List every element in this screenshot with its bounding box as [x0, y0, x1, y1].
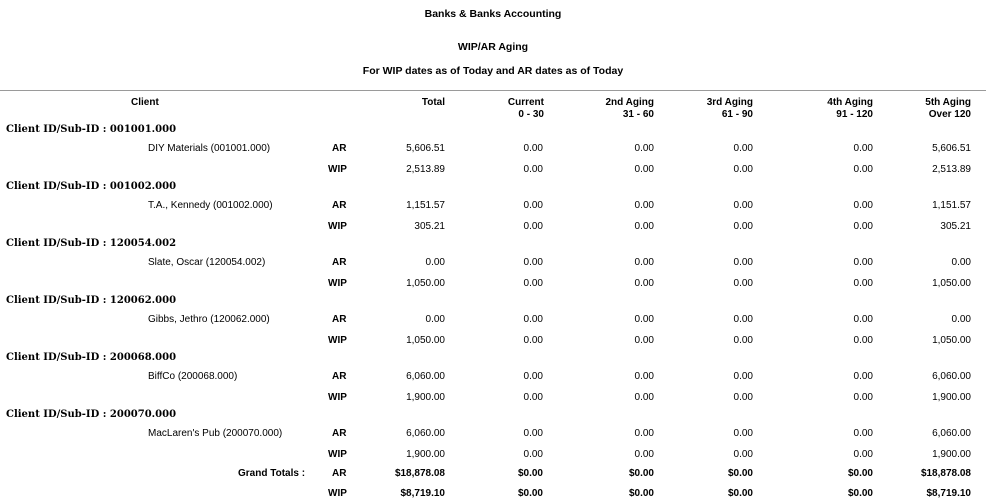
client-name: MacLaren's Pub (200070.000) [148, 428, 283, 439]
ar-amount-col-1: 6,060.00 [406, 428, 445, 439]
client-group-header: Client ID/Sub-ID : 200070.000 [6, 409, 177, 420]
wip-amount-col-4: 0.00 [733, 392, 753, 403]
ar-amount-col-5: 0.00 [853, 314, 873, 325]
ar-amount-col-4: 0.00 [733, 143, 753, 154]
grand-total-wip-col-2: $0.00 [517, 488, 543, 499]
wip-amount-col-1: 1,900.00 [406, 449, 445, 460]
wip-amount-col-6: 1,900.00 [932, 449, 971, 460]
ar-amount-col-2: 0.00 [523, 428, 543, 439]
ar-amount-col-4: 0.00 [733, 257, 753, 268]
client-name: Gibbs, Jethro (120062.000) [148, 314, 270, 325]
row-type-wip: WIP [328, 335, 347, 346]
row-type-wip: WIP [328, 449, 347, 460]
ar-amount-col-3: 0.00 [634, 200, 654, 211]
row-type-ar: AR [332, 371, 347, 382]
company-name: Banks & Banks Accounting [424, 8, 562, 20]
grand-total-wip-col-5: $0.00 [847, 488, 873, 499]
ar-amount-col-6: 0.00 [951, 314, 971, 325]
ar-amount-col-6: 6,060.00 [932, 371, 971, 382]
ar-amount-col-5: 0.00 [853, 143, 873, 154]
column-header-5th-aging: 5th Aging Over 120 [925, 97, 971, 120]
wip-amount-col-3: 0.00 [634, 221, 654, 232]
wip-amount-col-2: 0.00 [523, 278, 543, 289]
ar-amount-col-4: 0.00 [733, 314, 753, 325]
wip-amount-col-1: 1,900.00 [406, 392, 445, 403]
report-title: WIP/AR Aging [457, 41, 529, 53]
ar-amount-col-2: 0.00 [523, 143, 543, 154]
wip-amount-col-2: 0.00 [523, 449, 543, 460]
grand-total-ar-col-6: $18,878.08 [920, 468, 971, 479]
ar-amount-col-2: 0.00 [523, 371, 543, 382]
ar-amount-col-6: 0.00 [951, 257, 971, 268]
ar-amount-col-1: 6,060.00 [406, 371, 445, 382]
row-type-ar: AR [332, 143, 347, 154]
column-header-2nd-aging: 2nd Aging 31 - 60 [605, 97, 654, 120]
client-group-header: Client ID/Sub-ID : 001001.000 [6, 124, 177, 135]
header-divider [0, 90, 986, 91]
grand-totals-type-ar: AR [332, 468, 347, 479]
wip-amount-col-5: 0.00 [853, 221, 873, 232]
client-group-header: Client ID/Sub-ID : 001002.000 [6, 181, 177, 192]
ar-amount-col-5: 0.00 [853, 200, 873, 211]
wip-amount-col-5: 0.00 [853, 278, 873, 289]
ar-amount-col-5: 0.00 [853, 371, 873, 382]
ar-amount-col-1: 1,151.57 [406, 200, 445, 211]
wip-amount-col-1: 2,513.89 [406, 164, 445, 175]
grand-total-ar-col-2: $0.00 [517, 468, 543, 479]
row-type-wip: WIP [328, 392, 347, 403]
grand-total-ar-col-1: $18,878.08 [394, 468, 445, 479]
ar-amount-col-3: 0.00 [634, 428, 654, 439]
row-type-wip: WIP [328, 164, 347, 175]
ar-amount-col-1: 0.00 [425, 257, 445, 268]
wip-amount-col-4: 0.00 [733, 449, 753, 460]
column-header-total: Total [421, 97, 445, 108]
ar-amount-col-6: 1,151.57 [932, 200, 971, 211]
row-type-wip: WIP [328, 278, 347, 289]
row-type-ar: AR [332, 314, 347, 325]
wip-amount-col-6: 305.21 [940, 221, 971, 232]
wip-amount-col-3: 0.00 [634, 164, 654, 175]
wip-amount-col-6: 1,050.00 [932, 278, 971, 289]
ar-amount-col-5: 0.00 [853, 257, 873, 268]
report-subtitle: For WIP dates as of Today and AR dates as of Today [362, 65, 624, 77]
ar-amount-col-3: 0.00 [634, 371, 654, 382]
wip-amount-col-5: 0.00 [853, 164, 873, 175]
wip-amount-col-5: 0.00 [853, 392, 873, 403]
ar-amount-col-5: 0.00 [853, 428, 873, 439]
grand-totals-type-wip: WIP [328, 488, 347, 499]
client-name: T.A., Kennedy (001002.000) [148, 200, 273, 211]
wip-amount-col-3: 0.00 [634, 392, 654, 403]
grand-total-wip-col-1: $8,719.10 [400, 488, 445, 499]
wip-amount-col-4: 0.00 [733, 278, 753, 289]
ar-amount-col-4: 0.00 [733, 200, 753, 211]
wip-amount-col-5: 0.00 [853, 335, 873, 346]
column-header-client: Client [131, 97, 159, 108]
row-type-ar: AR [332, 428, 347, 439]
wip-amount-col-1: 1,050.00 [406, 278, 445, 289]
ar-amount-col-1: 0.00 [425, 314, 445, 325]
ar-amount-col-6: 5,606.51 [932, 143, 971, 154]
client-group-header: Client ID/Sub-ID : 120054.002 [6, 238, 177, 249]
ar-amount-col-2: 0.00 [523, 200, 543, 211]
grand-total-wip-col-3: $0.00 [628, 488, 654, 499]
ar-amount-col-2: 0.00 [523, 314, 543, 325]
grand-total-ar-col-4: $0.00 [727, 468, 753, 479]
wip-amount-col-3: 0.00 [634, 278, 654, 289]
ar-amount-col-4: 0.00 [733, 428, 753, 439]
row-type-wip: WIP [328, 221, 347, 232]
grand-total-wip-col-6: $8,719.10 [926, 488, 971, 499]
row-type-ar: AR [332, 257, 347, 268]
client-name: BiffCo (200068.000) [148, 371, 238, 382]
grand-total-ar-col-5: $0.00 [847, 468, 873, 479]
wip-amount-col-1: 305.21 [414, 221, 445, 232]
wip-amount-col-2: 0.00 [523, 392, 543, 403]
wip-amount-col-3: 0.00 [634, 335, 654, 346]
client-group-header: Client ID/Sub-ID : 200068.000 [6, 352, 177, 363]
wip-amount-col-2: 0.00 [523, 221, 543, 232]
column-header-4th-aging: 4th Aging 91 - 120 [827, 97, 873, 120]
client-name: Slate, Oscar (120054.002) [148, 257, 266, 268]
grand-total-ar-col-3: $0.00 [628, 468, 654, 479]
wip-amount-col-5: 0.00 [853, 449, 873, 460]
grand-totals-label: Grand Totals : [238, 468, 306, 479]
wip-amount-col-4: 0.00 [733, 221, 753, 232]
column-header-current: Current 0 - 30 [507, 97, 544, 120]
wip-amount-col-6: 1,050.00 [932, 335, 971, 346]
wip-amount-col-6: 2,513.89 [932, 164, 971, 175]
wip-amount-col-3: 0.00 [634, 449, 654, 460]
wip-amount-col-4: 0.00 [733, 164, 753, 175]
wip-amount-col-2: 0.00 [523, 164, 543, 175]
column-header-3rd-aging: 3rd Aging 61 - 90 [706, 97, 753, 120]
ar-amount-col-3: 0.00 [634, 257, 654, 268]
ar-amount-col-6: 6,060.00 [932, 428, 971, 439]
wip-amount-col-4: 0.00 [733, 335, 753, 346]
ar-amount-col-4: 0.00 [733, 371, 753, 382]
wip-amount-col-6: 1,900.00 [932, 392, 971, 403]
grand-total-wip-col-4: $0.00 [727, 488, 753, 499]
ar-amount-col-3: 0.00 [634, 143, 654, 154]
row-type-ar: AR [332, 200, 347, 211]
ar-amount-col-3: 0.00 [634, 314, 654, 325]
client-group-header: Client ID/Sub-ID : 120062.000 [6, 295, 177, 306]
wip-amount-col-2: 0.00 [523, 335, 543, 346]
client-name: DIY Materials (001001.000) [148, 143, 271, 154]
ar-amount-col-1: 5,606.51 [406, 143, 445, 154]
wip-amount-col-1: 1,050.00 [406, 335, 445, 346]
ar-amount-col-2: 0.00 [523, 257, 543, 268]
